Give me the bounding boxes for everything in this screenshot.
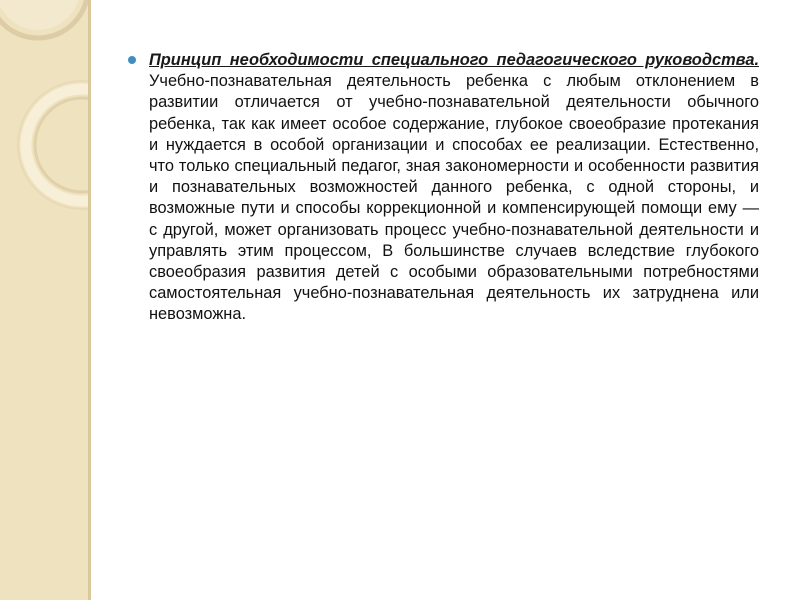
decorative-rings xyxy=(0,0,88,600)
principle-title: Принцип необходимости специального педагогического руководства. xyxy=(149,51,759,69)
bullet-dot xyxy=(128,56,136,64)
principle-body: Учебно-познавательная деятельность ребенка с любым отклонением в развитии отличается от учебно-познавательной деятельности обычного ребенка, так как имеет особое содержание, глубокое своеобразие протекания и нуждается в особой организации и способах ее реализации. Естественно, что только специальный педагог, зная закономерности и особенности развития и познавательных возможностей данного ребенка, с одной стороны, и возможные пути и способы коррекционной и компенсирующей помощи ему — с другой, может организовать процесс учебно-познавательной деятельности и управлять этим процессом, В большинстве случаев вследствие глубокого своеобразия развития детей с особыми образовательными потребностями самостоятельная учебно-познавательная деятельность их затруднена или невозможна. xyxy=(149,72,759,324)
principle-paragraph xyxy=(149,50,759,326)
decorative-side-panel xyxy=(0,0,88,600)
side-panel-edge xyxy=(88,0,91,600)
